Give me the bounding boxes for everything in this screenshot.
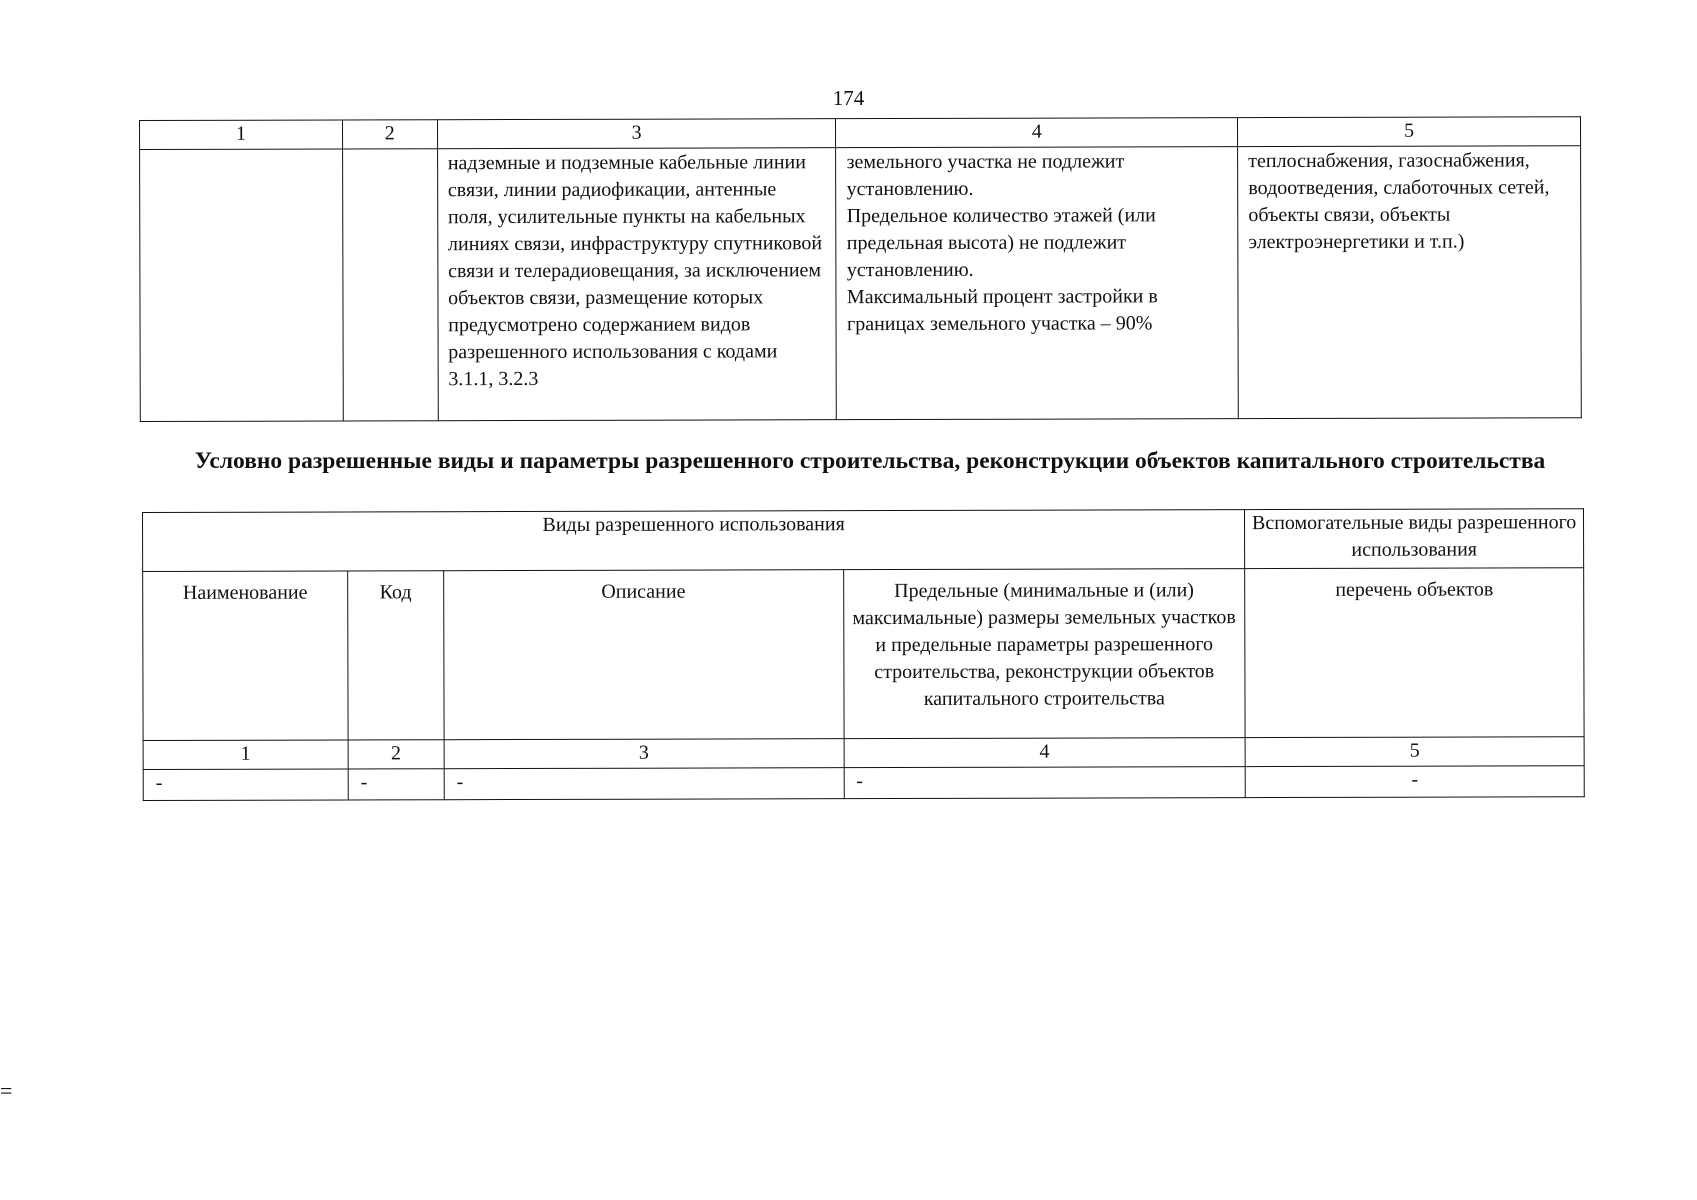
col-number-2: 2 — [348, 740, 444, 769]
col-number-1: 1 — [143, 740, 348, 770]
col-number-5: 5 — [1245, 737, 1584, 767]
table-sub-header-row — [143, 568, 1584, 741]
cell-objects: теплоснабжения, газоснабжения, водоотведения, слаботочных сетей, объекты связи, объекты электроэнергетики и т.п.) — [1238, 146, 1582, 419]
cell-dash-5: - — [1245, 766, 1584, 798]
cell-code — [342, 149, 438, 421]
table-group-header-row — [143, 509, 1584, 572]
continuation-table — [139, 116, 1582, 422]
col-number-5: 5 — [1238, 117, 1581, 147]
header-code: Код — [348, 571, 444, 740]
section-title: Условно разрешенные виды и параметры разрешенного строительства, реконструкции объектов капитального строительства — [194, 448, 1546, 474]
table-row — [140, 146, 1582, 422]
limits-line-3: Максимальный процент застройки в границах земельного участка – 90% — [846, 285, 1158, 336]
col-number-4: 4 — [836, 118, 1238, 148]
conditional-uses-table — [142, 508, 1585, 801]
table-number-row — [140, 117, 1581, 150]
cell-limits — [836, 147, 1238, 420]
edge-mark: = — [0, 1078, 13, 1103]
header-limits: Предельные (минимальные и (или) максимальные) размеры земельных участков и предельные параметры разрешенного строительства, реконструкции объектов капитального строительства — [843, 569, 1245, 739]
cell-dash-4: - — [844, 767, 1246, 799]
header-description: Описание — [444, 570, 844, 740]
header-name: Наименование — [143, 571, 348, 741]
group-header: Виды разрешенного использования — [143, 510, 1245, 572]
table-number-row — [143, 737, 1584, 770]
cell-dash-3: - — [444, 768, 844, 800]
col-number-1: 1 — [140, 120, 343, 150]
cell-description: надземные и подземные кабельные линии связи, линии радиофикации, антенные поля, усилительные пункты на кабельных линиях связи, инфраструктуру спутниковой связи и телерадиовещания, за исключением объектов связи, размещение которых предусмотрено содержанием видов разрешенного использования с кодами 3.1.1, 3.2.3 — [437, 148, 836, 421]
col-number-4: 4 — [844, 738, 1246, 768]
limits-line-1: земельного участка не подлежит установлению. — [846, 150, 1125, 201]
col-number-3: 3 — [444, 739, 844, 769]
limits-line-2: Предельное количество этажей (или предельная высота) не подлежит установлению. — [846, 204, 1156, 282]
col-number-3: 3 — [437, 119, 836, 149]
cell-name — [140, 149, 343, 422]
aux-header: Вспомогательные виды разрешенного использования — [1245, 509, 1584, 569]
table-row — [143, 766, 1584, 801]
header-objects: перечень объектов — [1245, 568, 1584, 738]
col-number-2: 2 — [342, 120, 437, 149]
cell-dash-1: - — [143, 769, 348, 801]
page-number: 174 — [832, 86, 865, 110]
cell-dash-2: - — [348, 769, 444, 800]
